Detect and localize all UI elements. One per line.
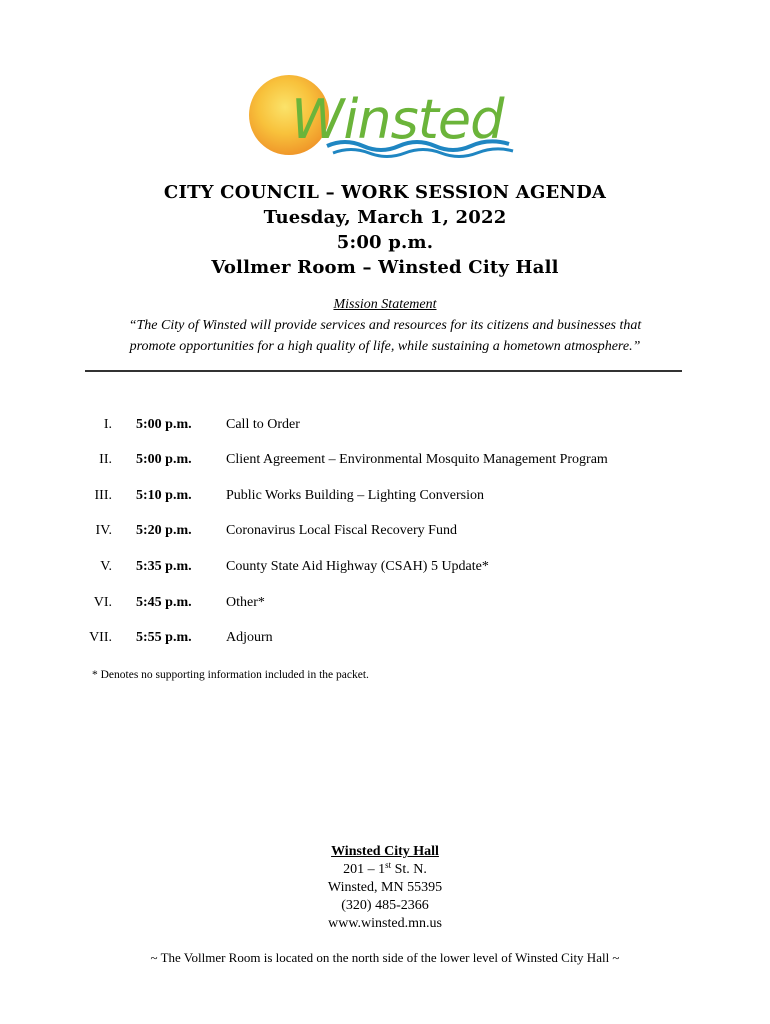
agenda-item — [0, 414, 770, 436]
agenda-item-time: 5:45 p.m. — [136, 595, 192, 610]
agenda-item-title: Client Agreement – Environmental Mosquito Management Program — [226, 452, 608, 467]
address-city: Winsted, MN 55395 — [327, 880, 443, 895]
agenda-item-title: Call to Order — [226, 417, 300, 432]
agenda-item-number: VII. — [89, 630, 112, 645]
address-block — [0, 843, 770, 933]
agenda-item-time: 5:55 p.m. — [136, 630, 192, 645]
agenda-item-number: V. — [100, 559, 112, 574]
agenda-item-title: County State Aid Highway (CSAH) 5 Update* — [226, 559, 489, 574]
winsted-logo-graphic — [247, 74, 522, 160]
agenda-item-time: 5:00 p.m. — [136, 452, 192, 467]
agenda-header — [0, 180, 770, 280]
agenda-item-time: 5:10 p.m. — [136, 488, 192, 503]
header-location: Vollmer Room – Winsted City Hall — [211, 257, 559, 278]
agenda-item — [0, 556, 770, 578]
logo-text: Winsted — [291, 88, 504, 151]
header-date: Tuesday, March 1, 2022 — [263, 207, 507, 228]
mission-text — [0, 315, 770, 357]
agenda-item-time: 5:20 p.m. — [136, 523, 192, 538]
winsted-logo — [247, 74, 522, 160]
header-time: 5:00 p.m. — [336, 232, 434, 253]
header-title: CITY COUNCIL – WORK SESSION AGENDA — [163, 182, 607, 203]
address-street — [0, 861, 770, 879]
agenda-item — [0, 520, 770, 542]
agenda-item-title: Adjourn — [226, 630, 273, 645]
agenda-item-time: 5:00 p.m. — [136, 417, 192, 432]
agenda-item — [0, 485, 770, 507]
address-name: Winsted City Hall — [331, 844, 439, 859]
mission-line: promote opportunities for a high quality of life, while sustaining a hometown atmosphere.” — [129, 339, 641, 354]
agenda-item-title: Coronavirus Local Fiscal Recovery Fund — [226, 523, 457, 538]
agenda-item-number: IV. — [95, 523, 112, 538]
mission-line: “The City of Winsted will provide services and resources for its citizens and businesses that — [128, 318, 642, 333]
address-street-number: 201 – 1 — [343, 862, 386, 877]
agenda-item-number: III. — [94, 488, 112, 503]
address-street-suffix: st — [385, 860, 392, 870]
footnote: * Denotes no supporting information included in the packet. — [92, 669, 369, 681]
agenda-item-number: I. — [103, 417, 112, 432]
address-website[interactable]: www.winsted.mn.us — [328, 916, 442, 931]
agenda-item-time: 5:35 p.m. — [136, 559, 192, 574]
agenda-item — [0, 627, 770, 649]
agenda-item-number: II. — [99, 452, 112, 467]
address-phone: (320) 485-2366 — [341, 898, 429, 913]
divider — [85, 370, 682, 372]
closing-note: ~ The Vollmer Room is located on the north side of the lower level of Winsted City Hall ~ — [150, 950, 620, 965]
agenda-item-title: Other* — [226, 595, 265, 610]
mission-label: Mission Statement — [333, 297, 437, 312]
address-street-name: St. N. — [391, 862, 427, 877]
mission-statement — [0, 296, 770, 357]
agenda-item-title: Public Works Building – Lighting Conversion — [226, 488, 485, 503]
agenda-item-number: VI. — [93, 595, 112, 610]
agenda-item — [0, 449, 770, 471]
agenda-item — [0, 592, 770, 614]
wave-icon — [333, 149, 513, 157]
